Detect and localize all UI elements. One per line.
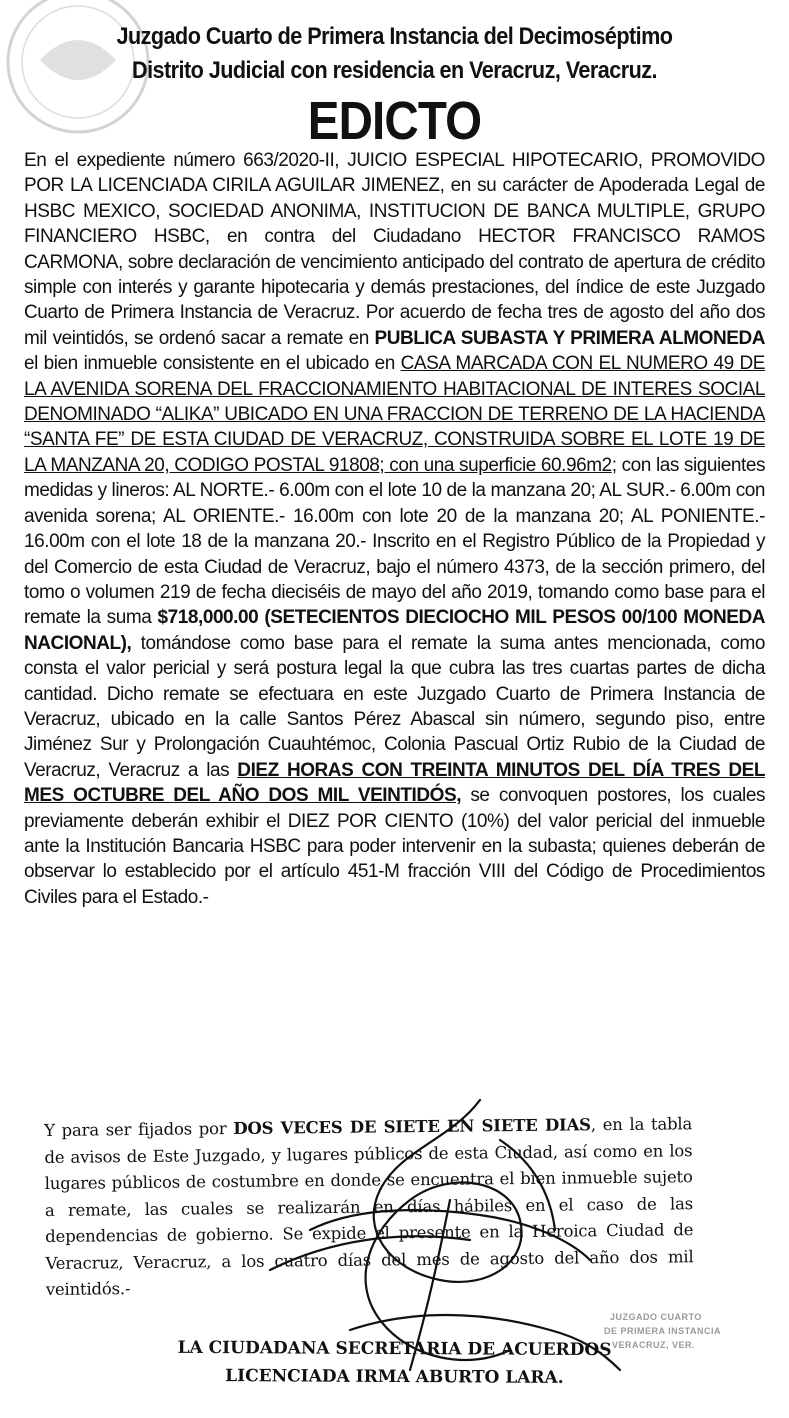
signer-role: LA CIUDADANA SECRETARIA DE ACUERDOS: [177, 1337, 612, 1361]
edict-body: [24, 148, 765, 910]
body-bold-amount: $718,000.00 (SETECIENTOS DIECIOCHO MIL PESOS 00/100 MONEDA NACIONAL),: [24, 607, 765, 654]
stamp-line3: VERACRUZ, VER.: [612, 1340, 696, 1350]
document-title: EDICTO: [307, 91, 482, 151]
body-text-4: tomándose como base para el remate la suma antes mencionada, como consta el valor pericial y será postura legal la que cubra las tres cuartas partes de dicha cantidad. Dicho remate se efectuara en este Juzgado Cuarto de Primera Instancia de Veracruz, ubicado en la calle Santos Pérez Abascal sin número, segundo piso, entre Jiménez Sur y Prolongación Cuauhtémoc, Colonia Pascual Ortiz Rubio de la Ciudad de Veracruz, Veracruz a las: [24, 632, 765, 781]
posting-bold: DOS VECES DE SIETE EN SIETE DIAS: [233, 1115, 591, 1139]
stamp-line2: DE PRIMERA INSTANCIA: [604, 1326, 722, 1336]
court-header-line2: Distrito Judicial con residencia en Veracruz, Veracruz.: [132, 57, 657, 84]
body-bold-date: DIEZ HORAS CON TREINTA MINUTOS DEL DÍA TRES DEL MES OCTUBRE DEL AÑO DOS MIL VEINTIDÓS,: [24, 759, 765, 807]
stamp-line1: JUZGADO CUARTO: [610, 1312, 702, 1322]
court-header-line1: Juzgado Cuarto de Primera Instancia del Decimoséptimo: [116, 23, 673, 50]
body-text-1: En el expediente número 663/2020-II, JUICIO ESPECIAL HIPOTECARIO, PROMOVIDO POR LA LICENCIADA CIRILA AGUILAR JIMENEZ, en su carácter de Apoderada Legal de HSBC MEXICO, SOCIEDAD ANONIMA, INSTITUCION DE BANCA MULTIPLE, GRUPO FINANCIERO HSBC, en contra del Ciudadano HECTOR FRANCISCO RAMOS CARMONA, sobre declaración de vencimiento anticipado del contrato de apertura de crédito simple con interés y garante hipotecaria y demás prestaciones, del índice de este Juzgado Cuarto de Primera Instancia de Veracruz. Por acuerdo de fecha tres de agosto del año dos mil veintidós, se ordenó sacar a remate en: [24, 150, 765, 349]
posting-text-1: Y para ser fijados por: [44, 1119, 234, 1140]
body-text-5: se convoquen postores, los cuales previamente deberán exhibir el DIEZ POR CIENTO (10%) del valor pericial del inmueble ante la Institución Bancaria HSBC para poder intervenir en la subasta; quienes deberán de observar lo establecido por el artículo 451-M fracción VIII del Código de Procedimientos Civiles para el Estado.-: [24, 785, 765, 908]
body-text-3: ; con las siguientes medidas y lineros: AL NORTE.- 6.00m con el lote 10 de la manzana 20; AL SUR.- 6.00m con avenida sorena; AL ORIENTE.- 16.00m con lote 20 de la manzana 20; AL PONIENTE.- 16.00m con el lote 18 de la manzana 20.- Inscrito en el Registro Público de la Propiedad y del Comercio de esta Ciudad de Veracruz, bajo el número 4373, de la sección primero, del tomo o volumen 219 de fecha dieciséis de mayo del año 2019, tomando como base para el remate la suma: [24, 454, 765, 629]
body-text-2: el bien inmueble consistente en el ubicado en: [24, 353, 401, 375]
body-underline-property: CASA MARCADA CON EL NUMERO 49 DE LA AVENIDA SORENA DEL FRACCIONAMIENTO HABITACIONAL DE INTERES SOCIAL DENOMINADO “ALIKA” UBICADO EN UNA FRACCION DE TERRENO DE LA HACIENDA “SANTA FE” DE ESTA CIUDAD DE VERACRUZ, CONSTRUIDA SOBRE EL LOTE 19 DE LA MANZANA 20, CODIGO POSTAL 91808; con una superficie 60.96m2: [24, 353, 765, 476]
signer-name: LICENCIADA IRMA ABURTO LARA.: [225, 1366, 564, 1388]
signature-block: [0, 1333, 789, 1393]
posting-text-2: , en la tabla de avisos de Este Juzgado, y lugares públicos de esta Ciudad, así como en los lugares públicos de costumbre en donde se encuentra el bien inmueble sujeto a remate, las cuales se realizarán en días hábiles en el caso de las dependencias de gobierno. Se expide el presente en la Heroica Ciudad de Veracruz, Veracruz, a los cuatro días del mes de agosto del año dos mil veintidós.-: [44, 1114, 694, 1299]
body-bold-auction: PUBLICA SUBASTA Y PRIMERA ALMONEDA: [374, 327, 765, 349]
posting-paragraph: [44, 1111, 694, 1303]
court-header: [39, 20, 749, 88]
